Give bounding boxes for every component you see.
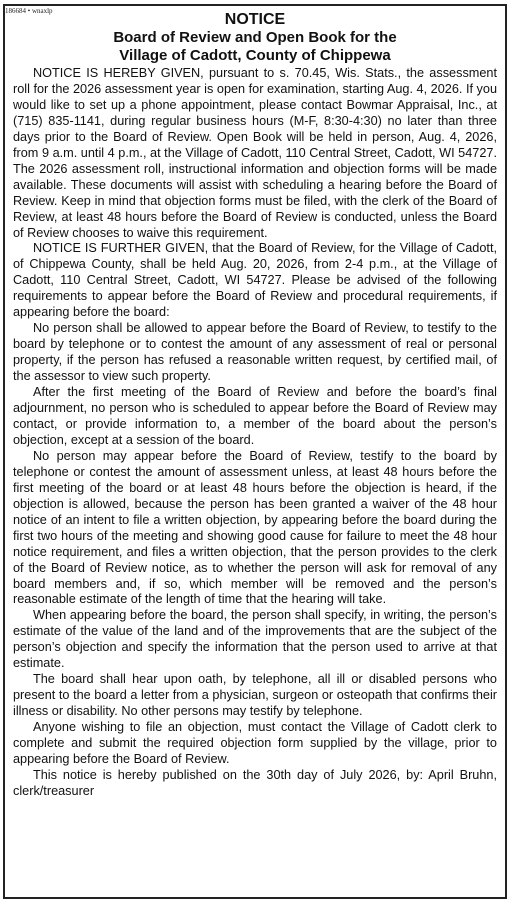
notice-header xyxy=(13,11,497,65)
paragraph-48-hour-notice: No person may appear before the Board of Review, testify to the board by telephone or contest the amount of assessment unless, at least 48 hours before the first meeting of the board or at least 48 hours before the objection is heard, if the objection is allowed, because the person has been granted a waiver of the 48 hour notice of an intent to file a written objection, by appearing before the board during the first two hours of the meeting and showing good cause for failure to meet the 48 hour notice requirement, and files a written objection, that the person provides to the clerk of the Board of Review notice, as to whether the person will ask for removal of any board members and, if so, which member will be removed and the person’s reasonable estimate of the length of time that the hearing will take. xyxy=(13,448,497,607)
paragraph-board-of-review-date: NOTICE IS FURTHER GIVEN, that the Board of Review, for the Village of Cadott, of Chippewa County, shall be held Aug. 20, 2026, from 2-4 p.m., at the Village of Cadott, 110 Central Street, Cadott, WI 54727. Please be advised of the following requirements to appear before the Board of Review and procedural requirements, if appearing before the board: xyxy=(13,241,497,320)
paragraph-objection-form: Anyone wishing to file an objection, must contact the Village of Cadott clerk to complete and submit the required objection form supplied by the village, prior to appearing before the Board of Review. xyxy=(13,720,497,766)
notice-title: NOTICE xyxy=(224,11,286,28)
notice-subtitle-line-1: Board of Review and Open Book for the xyxy=(113,29,397,46)
paragraph-open-book: NOTICE IS HEREBY GIVEN, pursuant to s. 70.45, Wis. Stats., the assessment roll for the 2026 assessment year is open for examination, starting Aug. 4, 2026. If you would like to set up a phone appointment, please contact Bowmar Appraisal, Inc., at (715) 835-1141, during regular business hours (M-F, 8:30-4:30) no later than three days prior to the Board of Review. Open Book will be held in person, Aug. 4, 2026, from 9 a.m. until 4 p.m., at the Village of Cadott, 110 Central Street, Cadott, WI 54727. The 2026 assessment roll, instructional information and objection forms will be made available. These documents will assist with scheduling a hearing before the Board of Review. Keep in mind that objection forms must be filed, with the clerk of the Board of Review, at least 48 hours before the Board of Review is conducted, unless the Board of Review chooses to waive this requirement. xyxy=(13,66,497,240)
notice-body xyxy=(13,66,497,800)
paragraph-no-contact-rule: After the first meeting of the Board of Review and before the board’s final adjournment, no person who is scheduled to appear before the Board of Review may contact, or provide information to, a member of the board about the person’s objection, except at a session of the board. xyxy=(13,385,497,447)
paragraph-assessor-view-requirement: No person shall be allowed to appear before the Board of Review, to testify to the board by telephone or to contest the amount of any assessment of real or personal property, if the person has refused a reasonable written request, by certified mail, of the assessor to view such property. xyxy=(13,321,497,384)
paragraph-publication-signoff: This notice is hereby published on the 30th day of July 2026, by: April Bruhn, clerk/treasurer xyxy=(13,767,497,798)
ad-id-tag: 186684 • wnaxlp xyxy=(5,7,53,15)
public-notice xyxy=(3,4,507,899)
paragraph-written-estimate: When appearing before the board, the person shall specify, in writing, the person’s estimate of the value of the land and of the improvements that are the subject of the person’s objection and specify the information that the person used to arrive at that estimate. xyxy=(13,608,497,671)
notice-subtitle-line-2: Village of Cadott, County of Chippewa xyxy=(119,47,391,64)
paragraph-telephone-testimony: The board shall hear upon oath, by telephone, all ill or disabled persons who present to the board a letter from a physician, surgeon or osteopath that confirms their illness or disability. No other persons may testify by telephone. xyxy=(13,672,497,719)
